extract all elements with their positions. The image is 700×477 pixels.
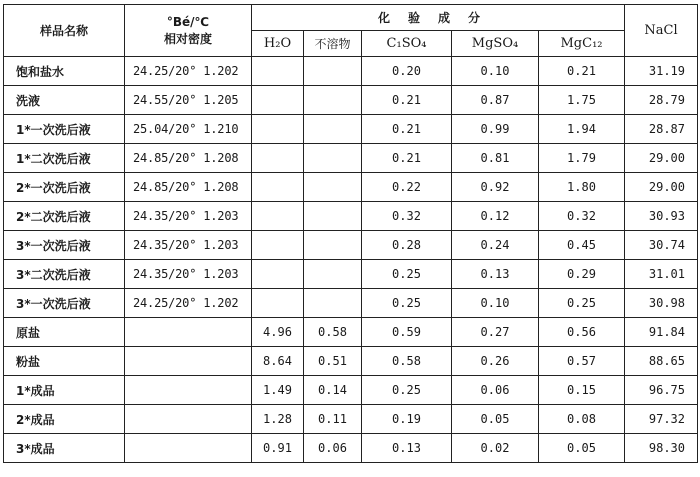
- cell-insoluble: 0.14: [304, 376, 362, 405]
- cell-mgcl2: 0.21: [539, 57, 625, 86]
- table-row: [4, 57, 698, 86]
- cell-caso4: 0.21: [362, 86, 452, 115]
- table-row: [4, 115, 698, 144]
- cell-h2o: 1.28: [252, 405, 304, 434]
- header-density: [125, 5, 252, 57]
- header-insoluble: 不溶物: [304, 31, 362, 57]
- table-row: [4, 202, 698, 231]
- cell-density: 24.55/20° 1.205: [125, 86, 252, 115]
- cell-mgso4: 0.12: [452, 202, 539, 231]
- cell-caso4: 0.25: [362, 289, 452, 318]
- cell-insoluble: 0.58: [304, 318, 362, 347]
- cell-mgso4: 0.99: [452, 115, 539, 144]
- cell-insoluble: [304, 202, 362, 231]
- cell-h2o: [252, 86, 304, 115]
- cell-mgso4: 0.24: [452, 231, 539, 260]
- header-sample-name: 样品名称: [4, 5, 125, 57]
- cell-nacl: 31.19: [625, 57, 698, 86]
- cell-mgso4: 0.27: [452, 318, 539, 347]
- header-density-unit: °Bé/℃: [166, 14, 210, 29]
- analysis-table: [3, 4, 698, 463]
- header-density-label: 相对密度: [163, 31, 212, 46]
- table-row: [4, 434, 698, 463]
- cell-sample-name: 2*二次洗后液: [4, 202, 125, 231]
- cell-sample-name: 2*成品: [4, 405, 125, 434]
- cell-nacl: 98.30: [625, 434, 698, 463]
- table-row: [4, 231, 698, 260]
- cell-sample-name: 饱和盐水: [4, 57, 125, 86]
- cell-mgcl2: 0.32: [539, 202, 625, 231]
- cell-h2o: 0.91: [252, 434, 304, 463]
- cell-sample-name: 洗液: [4, 86, 125, 115]
- header-mgcl2: MgC₁₂: [539, 31, 625, 57]
- cell-insoluble: [304, 231, 362, 260]
- cell-mgcl2: 0.57: [539, 347, 625, 376]
- cell-nacl: 28.87: [625, 115, 698, 144]
- cell-density: 24.35/20° 1.203: [125, 202, 252, 231]
- cell-sample-name: 3*成品: [4, 434, 125, 463]
- cell-nacl: 91.84: [625, 318, 698, 347]
- cell-mgcl2: 1.94: [539, 115, 625, 144]
- cell-caso4: 0.19: [362, 405, 452, 434]
- table-row: [4, 260, 698, 289]
- cell-h2o: [252, 289, 304, 318]
- cell-nacl: 97.32: [625, 405, 698, 434]
- cell-caso4: 0.58: [362, 347, 452, 376]
- cell-nacl: 30.98: [625, 289, 698, 318]
- cell-density: 24.25/20° 1.202: [125, 289, 252, 318]
- cell-caso4: 0.21: [362, 144, 452, 173]
- cell-caso4: 0.32: [362, 202, 452, 231]
- cell-mgcl2: 0.15: [539, 376, 625, 405]
- cell-mgcl2: 1.79: [539, 144, 625, 173]
- cell-insoluble: 0.51: [304, 347, 362, 376]
- cell-h2o: [252, 173, 304, 202]
- cell-mgcl2: 1.80: [539, 173, 625, 202]
- cell-insoluble: [304, 289, 362, 318]
- cell-density: [125, 405, 252, 434]
- cell-insoluble: 0.11: [304, 405, 362, 434]
- table-body: [4, 57, 698, 463]
- cell-insoluble: [304, 57, 362, 86]
- cell-insoluble: [304, 173, 362, 202]
- cell-caso4: 0.13: [362, 434, 452, 463]
- cell-nacl: 88.65: [625, 347, 698, 376]
- cell-density: [125, 347, 252, 376]
- cell-h2o: [252, 231, 304, 260]
- cell-insoluble: [304, 260, 362, 289]
- cell-mgcl2: 0.56: [539, 318, 625, 347]
- cell-density: [125, 318, 252, 347]
- cell-nacl: 29.00: [625, 173, 698, 202]
- cell-density: 24.85/20° 1.208: [125, 173, 252, 202]
- header-assay-composition: 化验成分: [252, 5, 625, 31]
- cell-nacl: 31.01: [625, 260, 698, 289]
- cell-sample-name: 2*一次洗后液: [4, 173, 125, 202]
- cell-mgcl2: 0.29: [539, 260, 625, 289]
- cell-sample-name: 3*二次洗后液: [4, 260, 125, 289]
- table-row: [4, 347, 698, 376]
- table-row: [4, 144, 698, 173]
- cell-mgso4: 0.81: [452, 144, 539, 173]
- cell-caso4: 0.59: [362, 318, 452, 347]
- cell-mgso4: 0.10: [452, 57, 539, 86]
- cell-mgcl2: 0.08: [539, 405, 625, 434]
- cell-nacl: 96.75: [625, 376, 698, 405]
- cell-caso4: 0.28: [362, 231, 452, 260]
- cell-h2o: [252, 144, 304, 173]
- cell-density: 24.85/20° 1.208: [125, 144, 252, 173]
- cell-insoluble: [304, 144, 362, 173]
- cell-h2o: 4.96: [252, 318, 304, 347]
- cell-h2o: 8.64: [252, 347, 304, 376]
- cell-mgcl2: 0.25: [539, 289, 625, 318]
- table-header: [4, 5, 698, 57]
- cell-sample-name: 粉盐: [4, 347, 125, 376]
- table-row: [4, 289, 698, 318]
- cell-caso4: 0.25: [362, 260, 452, 289]
- cell-sample-name: 3*一次洗后液: [4, 231, 125, 260]
- cell-density: 24.35/20° 1.203: [125, 231, 252, 260]
- cell-mgso4: 0.87: [452, 86, 539, 115]
- cell-nacl: 30.74: [625, 231, 698, 260]
- header-nacl: NaCl: [625, 5, 698, 57]
- table-row: [4, 376, 698, 405]
- table-row: [4, 318, 698, 347]
- cell-density: [125, 434, 252, 463]
- cell-h2o: [252, 57, 304, 86]
- cell-h2o: 1.49: [252, 376, 304, 405]
- cell-caso4: 0.21: [362, 115, 452, 144]
- table-row: [4, 405, 698, 434]
- cell-insoluble: 0.06: [304, 434, 362, 463]
- header-h2o: H₂O: [252, 31, 304, 57]
- cell-mgso4: 0.92: [452, 173, 539, 202]
- cell-mgso4: 0.10: [452, 289, 539, 318]
- cell-caso4: 0.20: [362, 57, 452, 86]
- cell-density: 24.25/20° 1.202: [125, 57, 252, 86]
- cell-mgso4: 0.26: [452, 347, 539, 376]
- cell-nacl: 30.93: [625, 202, 698, 231]
- cell-h2o: [252, 260, 304, 289]
- cell-density: [125, 376, 252, 405]
- cell-mgso4: 0.05: [452, 405, 539, 434]
- header-mgso4: MgSO₄: [452, 31, 539, 57]
- cell-mgcl2: 0.45: [539, 231, 625, 260]
- cell-sample-name: 1*一次洗后液: [4, 115, 125, 144]
- cell-mgcl2: 1.75: [539, 86, 625, 115]
- cell-nacl: 29.00: [625, 144, 698, 173]
- table-row: [4, 86, 698, 115]
- cell-mgso4: 0.06: [452, 376, 539, 405]
- cell-mgcl2: 0.05: [539, 434, 625, 463]
- cell-caso4: 0.22: [362, 173, 452, 202]
- cell-insoluble: [304, 115, 362, 144]
- cell-sample-name: 1*二次洗后液: [4, 144, 125, 173]
- table-row: [4, 173, 698, 202]
- cell-sample-name: 1*成品: [4, 376, 125, 405]
- cell-density: 24.35/20° 1.203: [125, 260, 252, 289]
- cell-nacl: 28.79: [625, 86, 698, 115]
- header-caso4: C₁SO₄: [362, 31, 452, 57]
- cell-caso4: 0.25: [362, 376, 452, 405]
- cell-density: 25.04/20° 1.210: [125, 115, 252, 144]
- cell-mgso4: 0.13: [452, 260, 539, 289]
- cell-h2o: [252, 115, 304, 144]
- cell-h2o: [252, 202, 304, 231]
- cell-mgso4: 0.02: [452, 434, 539, 463]
- cell-insoluble: [304, 86, 362, 115]
- cell-sample-name: 3*一次洗后液: [4, 289, 125, 318]
- cell-sample-name: 原盐: [4, 318, 125, 347]
